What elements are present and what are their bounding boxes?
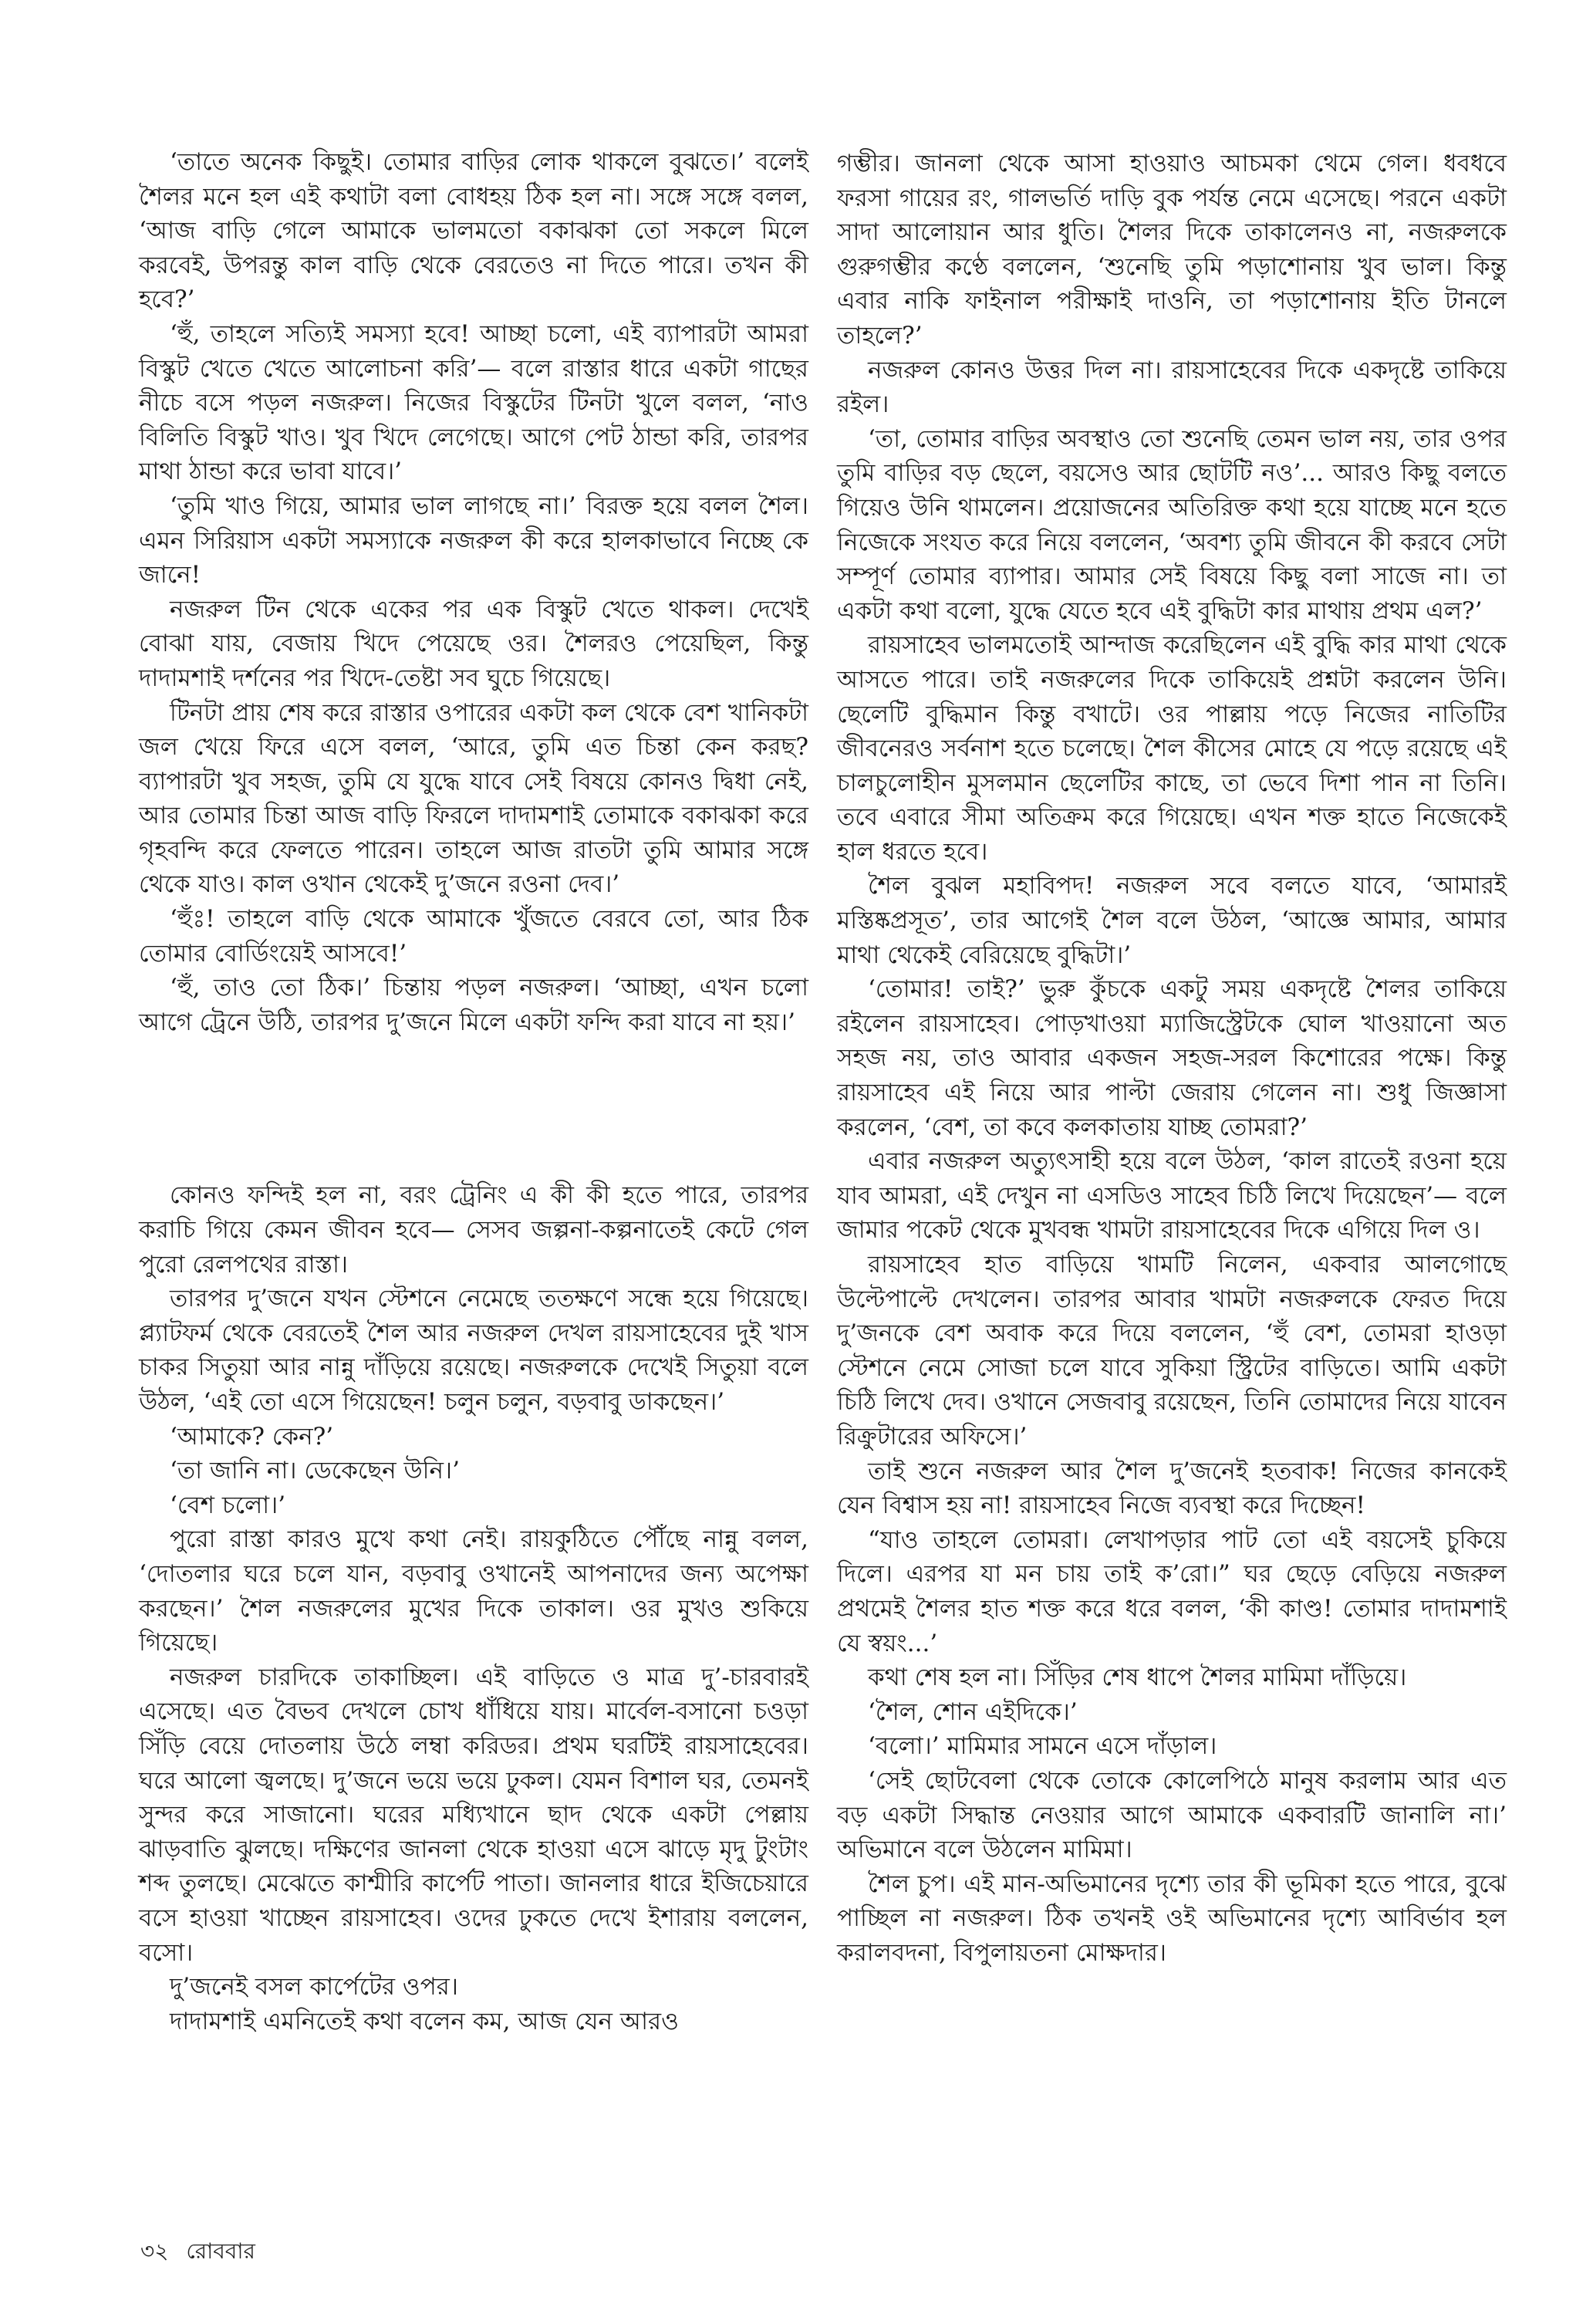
paragraph: নজরুল চারদিকে তাকাচ্ছিল। এই বাড়িতে ও মাত্র দু’-চারবারই এসেছে। এত বৈভব দেখলে চোখ ধাঁধিয়ে যায়। মার্বেল-বসানো চওড়া সিঁড়ি বেয়ে দোতলায় উঠে লম্বা করিডর। প্রথম ঘরটিই রায়সাহেবের। ঘরে আলো জ্বলছে। দু’জনে ভয়ে ভয়ে ঢুকল। যেমন বিশাল ঘর, তেমনই সুন্দর করে সাজানো। ঘরের মধ্যিখানে ছাদ থেকে একটা পেল্লায় ঝাড়বাতি ঝুলছে। দক্ষিণের জানলা থেকে হাওয়া এসে ঝাড়ে মৃদু টুংটাং শব্দ তুলছে। মেঝেতে কাশ্মীরি কার্পেট পাতা। জানলার ধারে ইজিচেয়ারে বসে হাওয়া খাচ্ছেন রায়সাহেব। ওদের ঢুকতে দেখে ইশারায় বললেন, বসো।: [139, 1663, 808, 1967]
paragraph: তাই শুনে নজরুল আর শৈল দু’জনেই হতবাক! নিজের কানকেই যেন বিশ্বাস হয় না! রায়সাহেব নিজে ব্যবস্থা করে দিচ্ছেন!: [837, 1457, 1507, 1520]
page-number: ৩২: [140, 2238, 169, 2264]
paragraph: পুরো রাস্তা কারও মুখে কথা নেই। রায়কুঠিতে পৌঁছে নান্নু বলল, ‘দোতলার ঘরে চলে যান, বড়বাবু ওখানেই আপনাদের জন্য অপেক্ষা করছেন।’ শৈল নজরুলের মুখের দিকে তাকাল। ওর মুখও শুকিয়ে গিয়েছে।: [139, 1525, 808, 1657]
paragraph: ‘হুঁ, তাহলে সত্যিই সমস্যা হবে! আচ্ছা চলো, এই ব্যাপারটা আমরা বিস্কুট খেতে খেতে আলোচনা করি’— বলে রাস্তার ধারে একটা গাছের নীচে বসে পড়ল নজরুল। নিজের বিস্কুটের টিনটা খুলে বলল, ‘নাও বিলিতি বিস্কুট খাও। খুব খিদে লেগেছে। আগে পেট ঠান্ডা করি, তারপর মাথা ঠান্ডা করে ভাবা যাবে।’: [139, 319, 808, 486]
paragraph: রায়সাহেব ভালমতোই আন্দাজ করেছিলেন এই বুদ্ধি কার মাথা থেকে আসতে পারে। তাই নজরুলের দিকে তাকিয়েই প্রশ্নটা করলেন উনি। ছেলেটি বুদ্ধিমান কিন্তু বখাটে। ওর পাল্লায় পড়ে নিজের নাতিটির জীবনেরও সর্বনাশ হতে চলেছে। শৈল কীসের মোহে যে পড়ে রয়েছে এই চালচুলোহীন মুসলমান ছেলেটির কাছে, তা ভেবে দিশা পান না তিনি। তবে এবারে সীমা অতিক্রম করে গিয়েছে। এখন শক্ত হাতে নিজেকেই হাল ধরতে হবে।: [837, 631, 1507, 866]
paragraph: গম্ভীর। জানলা থেকে আসা হাওয়াও আচমকা থেমে গেল। ধবধবে ফরসা গায়ের রং, গালভর্তি দাড়ি বুক পর্যন্ত নেমে এসেছে। পরনে একটা সাদা আলোয়ান আর ধুতি। শৈলর দিকে তাকালেনও না, নজরুলকে গুরুগম্ভীর কণ্ঠে বললেন, ‘শুনেছি তুমি পড়াশোনায় খুব ভাল। কিন্তু এবার নাকি ফাইনাল পরীক্ষাই দাওনি, তা পড়াশোনায় ইতি টানলে তাহলে?’: [837, 150, 1507, 350]
magazine-name: রোববার: [186, 2238, 255, 2264]
paragraph: ‘তা, তোমার বাড়ির অবস্থাও তো শুনেছি তেমন ভাল নয়, তার ওপর তুমি বাড়ির বড় ছেলে, বয়সেও আর ছোটটি নও’... আরও কিছু বলতে গিয়েও উনি থামলেন। প্রয়োজনের অতিরিক্ত কথা হয়ে যাচ্ছে মনে হতে নিজেকে সংযত করে নিয়ে বললেন, ‘অবশ্য তুমি জীবনে কী করবে সেটা সম্পূর্ণ তোমার ব্যাপার। আমার সেই বিষয়ে কিছু বলা সাজে না। তা একটা কথা বলো, যুদ্ধে যেতে হবে এই বুদ্ধিটা কার মাথায় প্রথম এল?’: [837, 424, 1507, 625]
paragraph: ‘হুঁঃ! তাহলে বাড়ি থেকে আমাকে খুঁজতে বেরবে তো, আর ঠিক তোমার বোর্ডিংয়েই আসবে!’: [139, 905, 808, 968]
right-column: [837, 147, 1507, 1970]
paragraph: নজরুল কোনও উত্তর দিল না। রায়সাহেবের দিকে একদৃষ্টে তাকিয়ে রইল।: [837, 356, 1507, 419]
section-break: [139, 1039, 808, 1178]
paragraph: টিনটা প্রায় শেষ করে রাস্তার ওপারের একটা কল থেকে বেশ খানিকটা জল খেয়ে ফিরে এসে বলল, ‘আরে, তুমি এত চিন্তা কেন করছ? ব্যাপারটা খুব সহজ, তুমি যে যুদ্ধে যাবে সেই বিষয়ে কোনও দ্বিধা নেই, আর তোমার চিন্তা আজ বাড়ি ফিরলে দাদামশাই তোমাকে বকাঝকা করে গৃহবন্দি করে ফেলতে পারেন। তাহলে আজ রাতটা তুমি আমার সঙ্গে থেকে যাও। কাল ওখান থেকেই দু’জনে রওনা দেব।’: [139, 698, 808, 899]
paragraph: ‘তুমি খাও গিয়ে, আমার ভাল লাগছে না।’ বিরক্ত হয়ে বলল শৈল। এমন সিরিয়াস একটা সমস্যাকে নজরুল কী করে হালকাভাবে নিচ্ছে কে জানে!: [139, 491, 808, 589]
page-footer: [140, 2238, 255, 2265]
paragraph: দু’জনেই বসল কার্পেটের ওপর।: [170, 1973, 458, 2001]
paragraph: ‘তা জানি না। ডেকেছেন উনি।’: [170, 1457, 460, 1485]
paragraph: কথা শেষ হল না। সিঁড়ির শেষ ধাপে শৈলর মামিমা দাঁড়িয়ে।: [868, 1664, 1407, 1692]
paragraph: দাদামশাই এমনিতেই কথা বলেন কম, আজ যেন আরও: [170, 2007, 679, 2035]
paragraph: শৈল চুপ। এই মান-অভিমানের দৃশ্যে তার কী ভূমিকা হতে পারে, বুঝে পাচ্ছিল না নজরুল। ঠিক তখনই ওই অভিমানের দৃশ্যে আবির্ভাব হল করালবদনা, বিপুলায়তনা মোক্ষদার।: [837, 1870, 1507, 1967]
paragraph: ‘তাতে অনেক কিছুই। তোমার বাড়ির লোক থাকলে বুঝতে।’ বলেই শৈলর মনে হল এই কথাটা বলা বোধহয় ঠিক হল না। সঙ্গে সঙ্গে বলল, ‘আজ বাড়ি গেলে আমাকে ভালমতো বকাঝকা তো সকলে মিলে করবেই, উপরন্তু কাল বাড়ি থেকে বেরতেও না দিতে পারে। তখন কী হবে?’: [139, 148, 808, 314]
paragraph: ‘সেই ছোটবেলা থেকে তোকে কোলেপিঠে মানুষ করলাম আর এত বড় একটা সিদ্ধান্ত নেওয়ার আগে আমাকে একবারটি জানালি না।’ অভিমানে বলে উঠলেন মামিমা।: [837, 1766, 1507, 1864]
paragraph: ‘বলো।’ মামিমার সামনে এসে দাঁড়াল।: [868, 1732, 1217, 1761]
paragraph: নজরুল টিন থেকে একের পর এক বিস্কুট খেতে থাকল। দেখেই বোঝা যায়, বেজায় খিদে পেয়েছে ওর। শৈলরও পেয়েছিল, কিন্তু দাদামশাই দর্শনের পর খিদে-তেষ্টা সব ঘুচে গিয়েছে।: [139, 595, 808, 692]
paragraph: শৈল বুঝল মহাবিপদ! নজরুল সবে বলতে যাবে, ‘আমারই মস্তিষ্কপ্রসূত’, তার আগেই শৈল বলে উঠল, ‘আজ্ঞে আমার, আমার মাথা থেকেই বেরিয়েছে বুদ্ধিটা।’: [837, 872, 1507, 969]
paragraph: এবার নজরুল অত্যুৎসাহী হয়ে বলে উঠল, ‘কাল রাতেই রওনা হয়ে যাব আমরা, এই দেখুন না এসডিও সাহেব চিঠি লিখে দিয়েছেন’— বলে জামার পকেট থেকে মুখবন্ধ খামটা রায়সাহেবের দিকে এগিয়ে দিল ও।: [837, 1147, 1507, 1245]
left-column: [139, 145, 808, 2039]
paragraph: ‘হুঁ, তাও তো ঠিক।’ চিন্তায় পড়ল নজরুল। ‘আচ্ছা, এখন চলো আগে ট্রেনে উঠি, তারপর দু’জনে মিলে একটা ফন্দি করা যাবে না হয়।’: [139, 974, 808, 1036]
paragraph: ‘আমাকে? কেন?’: [170, 1422, 334, 1451]
paragraph: কোনও ফন্দিই হল না, বরং ট্রেনিং এ কী কী হতে পারে, তারপর করাচি গিয়ে কেমন জীবন হবে— সেসব জল্পনা-কল্পনাতেই কেটে গেল পুরো রেলপথের রাস্তা।: [139, 1181, 808, 1279]
paragraph: তারপর দু’জনে যখন স্টেশনে নেমেছে ততক্ষণে সন্ধে হয়ে গিয়েছে। প্ল্যাটফর্ম থেকে বেরতেই শৈল আর নজরুল দেখল রায়সাহেবের দুই খাস চাকর সিতুয়া আর নান্নু দাঁড়িয়ে রয়েছে। নজরুলকে দেখেই সিতুয়া বলে উঠল, ‘এই তো এসে গিয়েছেন! চলুন চলুন, বড়বাবু ডাকছেন।’: [139, 1285, 808, 1416]
paragraph: ‘তোমার! তাই?’ ভুরু কুঁচকে একটু সময় একদৃষ্টে শৈলর তাকিয়ে রইলেন রায়সাহেব। পোড়খাওয়া ম্যাজিস্ট্রেটকে ঘোল খাওয়ানো অত সহজ নয়, তাও আবার একজন সহজ-সরল কিশোরের পক্ষে। কিন্তু রায়সাহেব এই নিয়ে আর পাল্টা জেরায় গেলেন না। শুধু জিজ্ঞাসা করলেন, ‘বেশ, তা কবে কলকাতায় যাচ্ছ তোমরা?’: [837, 975, 1507, 1141]
paragraph: “যাও তাহলে তোমরা। লেখাপড়ার পাট তো এই বয়সেই চুকিয়ে দিলে। এরপর যা মন চায় তাই ক’রো।” ঘর ছেড়ে বেড়িয়ে নজরুল প্রথমেই শৈলর হাত শক্ত করে ধরে বলল, ‘কী কাণ্ড! তোমার দাদামশাই যে স্বয়ং...’: [837, 1525, 1507, 1657]
paragraph: ‘বেশ চলো।’: [170, 1491, 286, 1519]
paragraph: রায়সাহেব হাত বাড়িয়ে খামটি নিলেন, একবার আলগোছে উল্টেপাল্টে দেখলেন। তারপর আবার খামটা নজরুলকে ফেরত দিয়ে দু’জনকে বেশ অবাক করে দিয়ে বললেন, ‘হুঁ বেশ, তোমরা হাওড়া স্টেশনে নেমে সোজা চলে যাবে সুকিয়া স্ট্রিটের বাড়িতে। আমি একটা চিঠি লিখে দেব। ওখানে সেজবাবু রয়েছেন, তিনি তোমাদের নিয়ে যাবেন রিক্রুটারের অফিসে।’: [837, 1251, 1507, 1451]
paragraph: ‘শৈল, শোন এইদিকে।’: [868, 1697, 1078, 1726]
